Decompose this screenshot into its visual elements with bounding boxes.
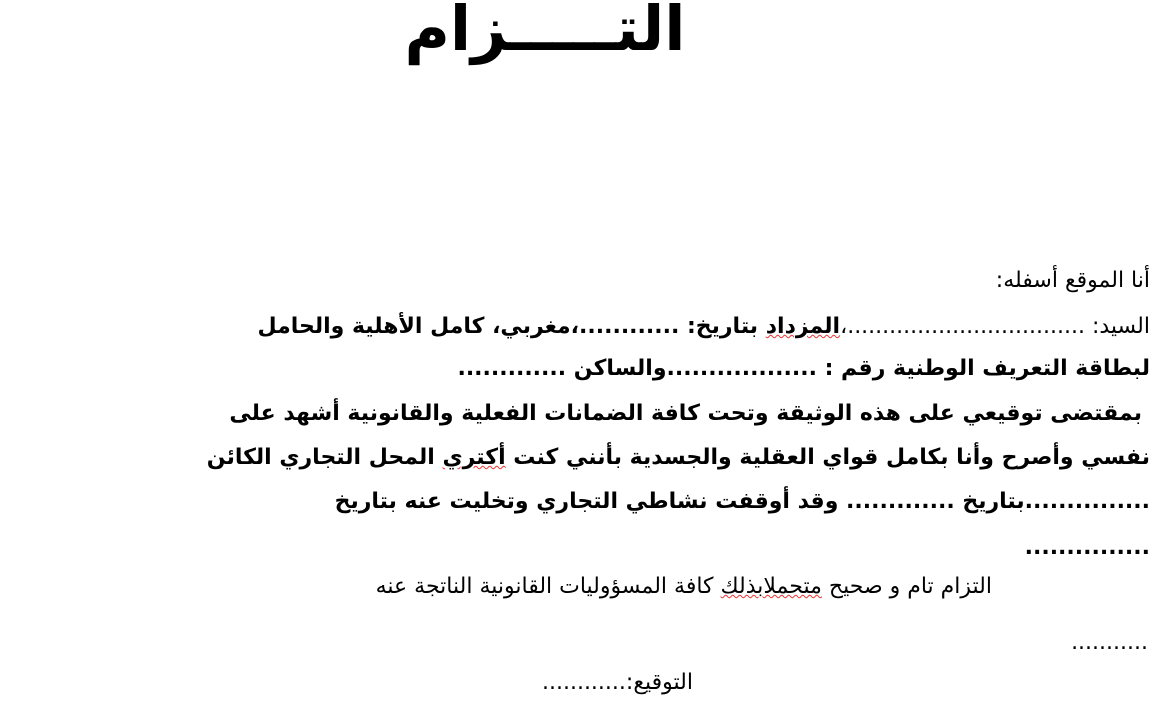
declaration-text: نفسي وأصرح وأنا بكامل قواي العقلية والجسدية بأنني كنت <box>505 445 1150 470</box>
date-blank: ............... <box>1024 535 1150 560</box>
declaration-line-1: بمقتضى توقيعي على هذه الوثيقة وتحت كافة الضمانات الفعلية والقانونية أشهد على <box>229 401 1142 426</box>
spellcheck-word: متحملابذلك <box>720 574 822 599</box>
declaration-text: المحل التجاري الكائن <box>206 445 443 470</box>
declaration-line-3: ...............بتاريخ ............. وقد أوقفت نشاطي التجاري وتخليت عنه بتاريخ <box>334 489 1150 514</box>
commitment-text: التزام تام و صحيح <box>821 574 992 599</box>
commitment-line <box>376 574 992 599</box>
name-field: السيد: ..................................، <box>840 314 1150 339</box>
intro-text: أنا الموقع أسفله: <box>995 268 1150 293</box>
intro-line <box>996 268 1150 293</box>
id-card-line: لبطاقة التعريف الوطنية رقم : ..................والساكن ............. <box>457 356 1150 381</box>
spellcheck-word: المزداد <box>765 314 841 339</box>
signature-line: التوقيع:............ <box>541 670 693 695</box>
declaration-line-2 <box>207 445 1150 470</box>
birth-nationality-text: بتاريخ: ............،مغربي، كامل الأهلية والحامل <box>257 314 766 339</box>
commitment-text: كافة المسؤوليات القانونية الناتجة عنه <box>375 574 721 599</box>
name-line <box>257 314 1150 339</box>
document-title: التـــــزام <box>404 0 686 65</box>
trailing-blank: ........... <box>1071 630 1148 655</box>
spellcheck-word: أكتري <box>442 445 506 470</box>
